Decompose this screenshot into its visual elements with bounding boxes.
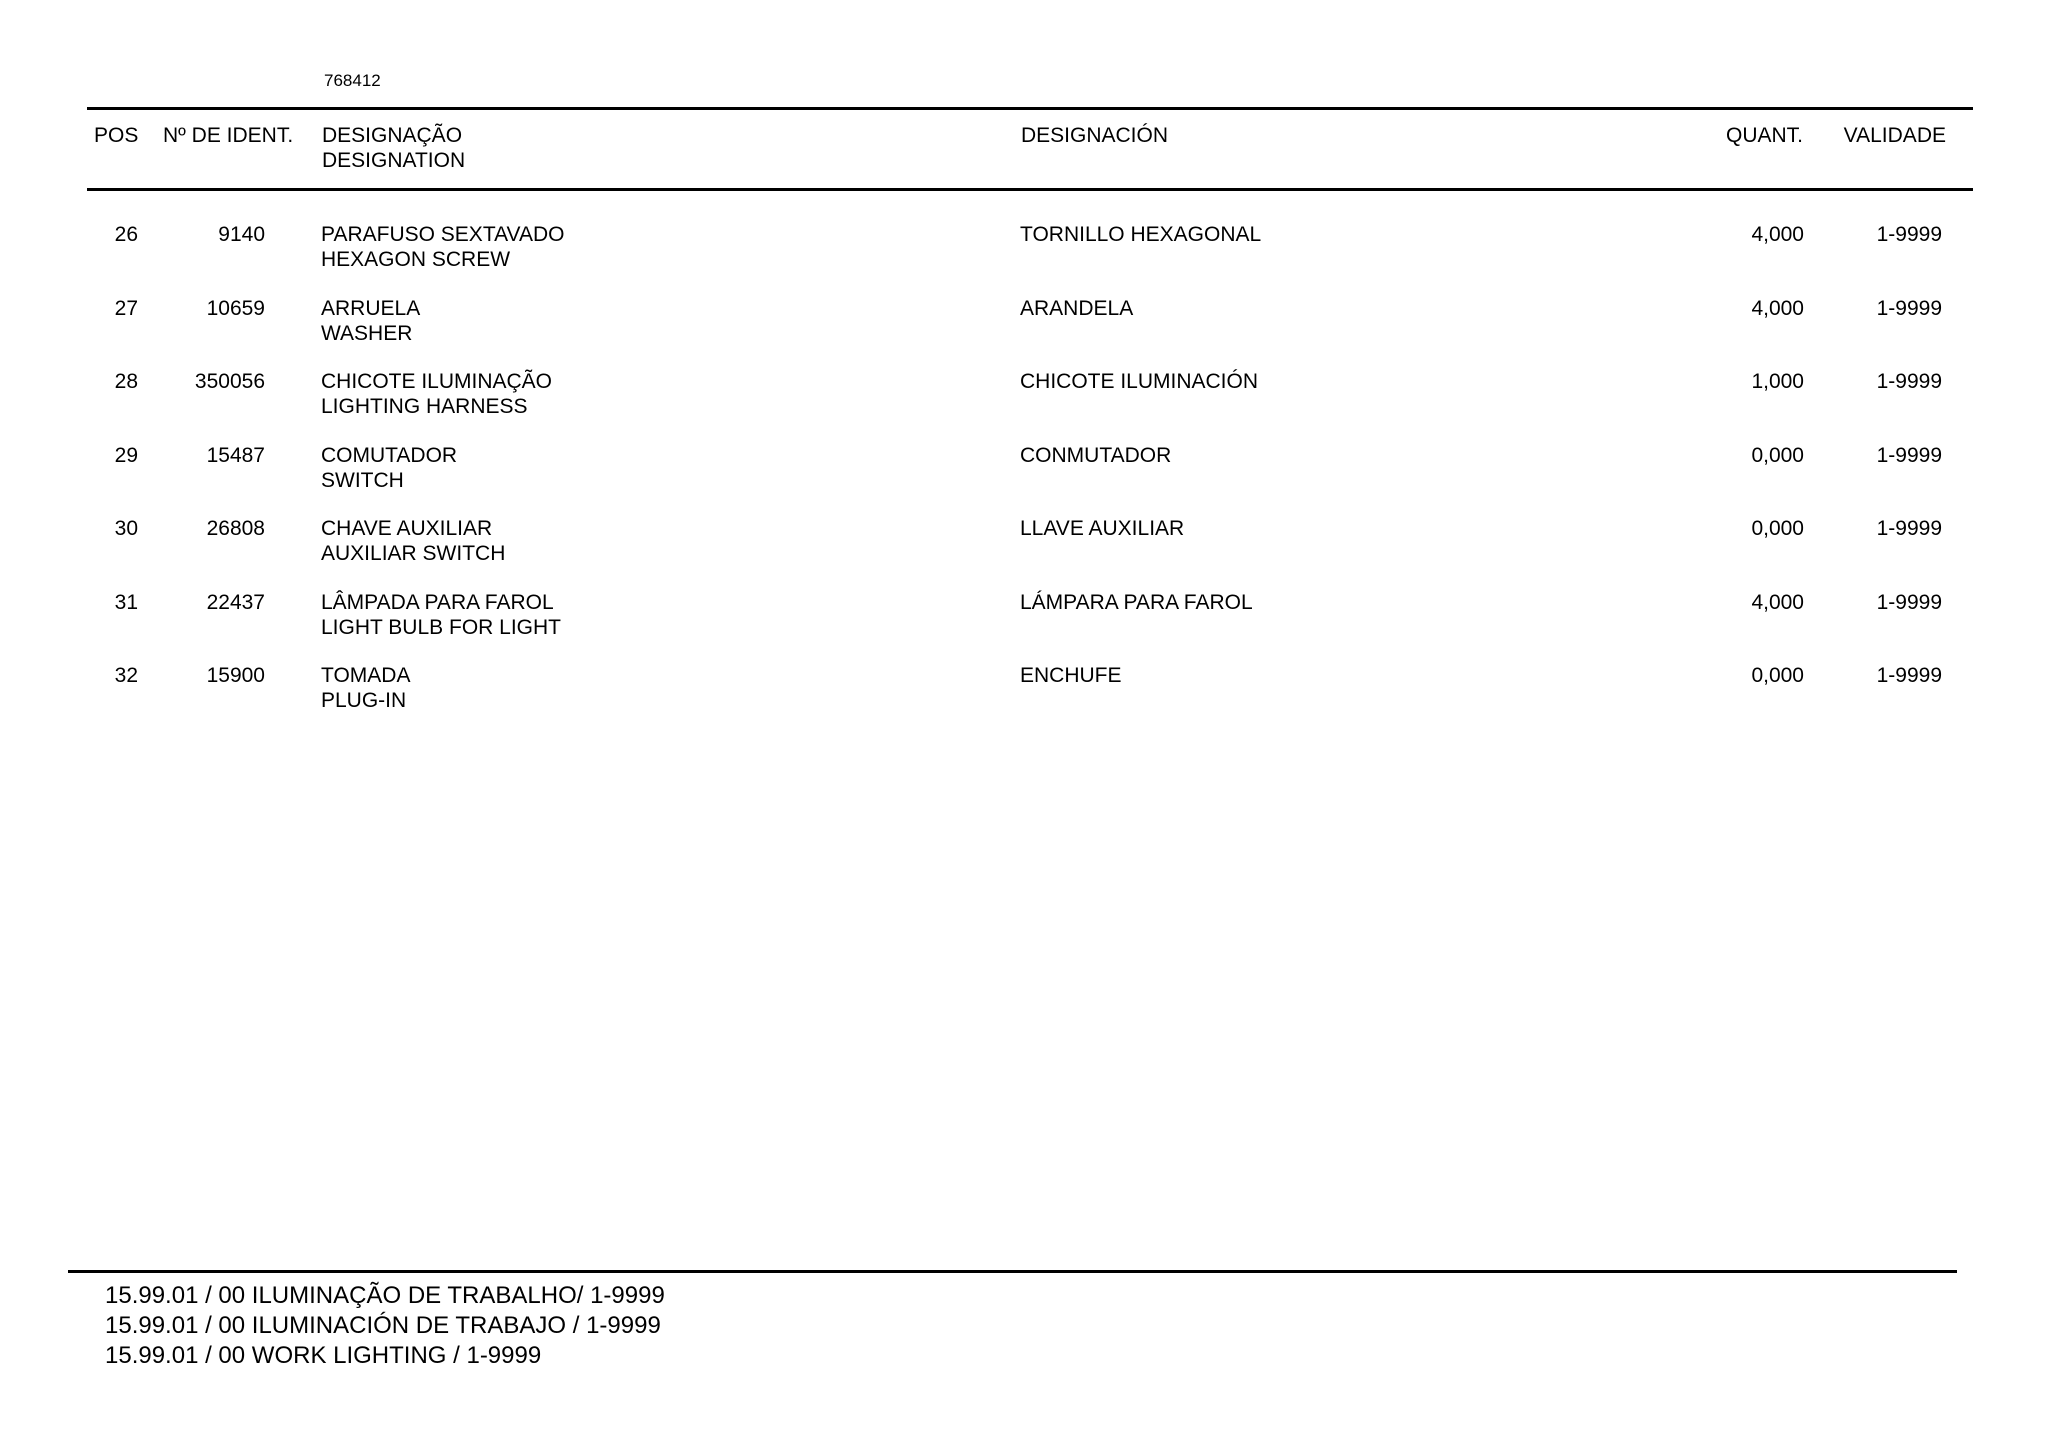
row-designation-pt: LÂMPADA PARA FAROL [321, 591, 554, 614]
header-quant: QUANT. [1725, 124, 1803, 147]
row-designation-en: SWITCH [321, 469, 404, 492]
row-designation-en: HEXAGON SCREW [321, 248, 511, 271]
row-quant: 0,000 [1751, 664, 1804, 687]
header-designation-en: DESIGNATION [322, 149, 466, 172]
row-designation [321, 222, 565, 272]
row-validity: 1-9999 [1876, 517, 1942, 540]
row-designation-es: TORNILLO HEXAGONAL [1020, 223, 1262, 246]
row-designation-pt: ARRUELA [321, 297, 421, 320]
row-designation [321, 516, 505, 566]
row-ident: 350056 [194, 370, 265, 393]
header-designation [322, 123, 465, 173]
row-designation-en: LIGHTING HARNESS [321, 395, 528, 418]
row-designation [321, 443, 457, 493]
row-pos: 30 [114, 517, 138, 540]
row-designation-en: LIGHT BULB FOR LIGHT [321, 616, 561, 639]
row-designation-es: ENCHUFE [1020, 664, 1122, 687]
row-designation-en: AUXILIAR SWITCH [321, 542, 506, 565]
row-designation-pt: CHICOTE ILUMINAÇÃO [321, 370, 553, 393]
row-pos: 31 [114, 591, 138, 614]
row-validity: 1-9999 [1876, 591, 1942, 614]
row-validity: 1-9999 [1876, 444, 1942, 467]
row-ident: 9140 [218, 223, 265, 246]
row-ident: 26808 [206, 517, 265, 540]
header-divider [87, 188, 1973, 191]
row-pos: 28 [114, 370, 138, 393]
row-pos: 26 [114, 223, 138, 246]
footer [105, 1281, 665, 1371]
row-ident: 15487 [206, 444, 265, 467]
row-quant: 0,000 [1751, 517, 1804, 540]
row-ident: 10659 [206, 297, 265, 320]
row-quant: 4,000 [1751, 223, 1804, 246]
row-designation [321, 369, 552, 419]
footer-line-es: 15.99.01 / 00 ILUMINACIÓN DE TRABAJO / 1-9999 [105, 1312, 661, 1339]
footer-line-pt: 15.99.01 / 00 ILUMINAÇÃO DE TRABALHO/ 1-9999 [105, 1282, 665, 1309]
row-designation-es: ARANDELA [1020, 297, 1134, 320]
row-designation-es: LÁMPARA PARA FAROL [1020, 591, 1253, 614]
row-quant: 4,000 [1751, 297, 1804, 320]
row-quant: 0,000 [1751, 444, 1804, 467]
row-pos: 32 [114, 664, 138, 687]
row-validity: 1-9999 [1876, 297, 1942, 320]
row-designation-es: CHICOTE ILUMINACIÓN [1020, 370, 1259, 393]
row-ident: 22437 [206, 591, 265, 614]
row-validity: 1-9999 [1876, 223, 1942, 246]
row-designation-pt: CHAVE AUXILIAR [321, 517, 493, 540]
row-ident: 15900 [206, 664, 265, 687]
row-quant: 1,000 [1751, 370, 1804, 393]
document-number: 768412 [324, 71, 381, 90]
row-designation [321, 296, 420, 346]
header-designation-pt: DESIGNAÇÃO [322, 124, 463, 147]
header-ident: Nº DE IDENT. [163, 124, 294, 147]
row-designation [321, 663, 410, 713]
row-quant: 4,000 [1751, 591, 1804, 614]
row-designation [321, 590, 561, 640]
footer-line-en: 15.99.01 / 00 WORK LIGHTING / 1-9999 [105, 1342, 542, 1369]
header-validity: VALIDADE [1843, 124, 1946, 147]
row-validity: 1-9999 [1876, 370, 1942, 393]
row-designation-pt: TOMADA [321, 664, 411, 687]
row-designation-pt: PARAFUSO SEXTAVADO [321, 223, 565, 246]
row-pos: 29 [114, 444, 138, 467]
footer-divider [68, 1270, 1957, 1273]
row-designation-pt: COMUTADOR [321, 444, 458, 467]
header-pos: POS [94, 124, 139, 147]
row-pos: 27 [114, 297, 138, 320]
row-designation-en: WASHER [321, 322, 413, 345]
header-designation-es: DESIGNACIÓN [1021, 124, 1169, 147]
row-validity: 1-9999 [1876, 664, 1942, 687]
top-divider [87, 107, 1973, 110]
row-designation-es: LLAVE AUXILIAR [1020, 517, 1185, 540]
row-designation-en: PLUG-IN [321, 689, 407, 712]
row-designation-es: CONMUTADOR [1020, 444, 1172, 467]
